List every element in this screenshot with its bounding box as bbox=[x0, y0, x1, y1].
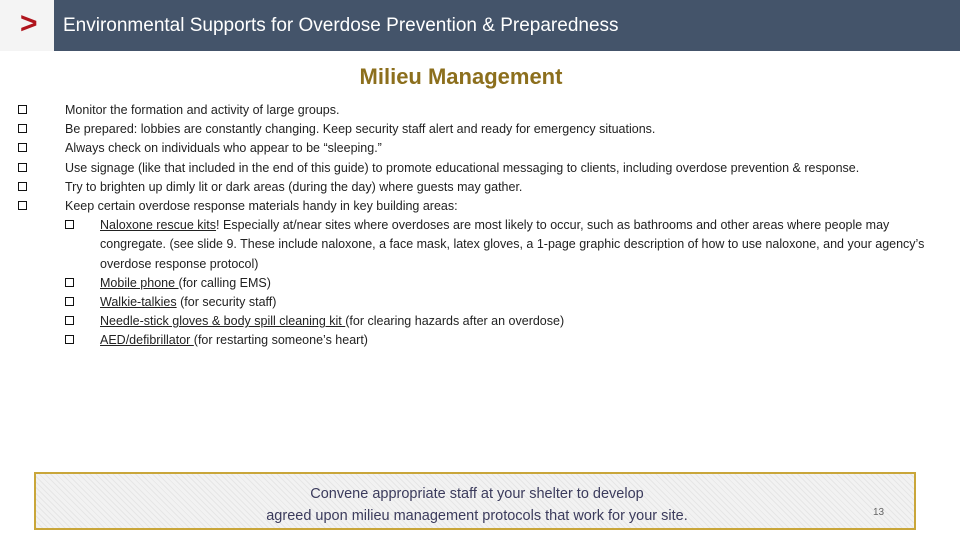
sub-bullet-term: Naloxone rescue kits bbox=[100, 218, 217, 233]
sub-bullet-text: (for clearing hazards after an overdose) bbox=[345, 314, 565, 329]
sub-bullet-text: (for security staff) bbox=[176, 295, 277, 310]
bullet-item bbox=[18, 178, 948, 197]
bullet-text: Keep certain overdose response materials handy in key building areas: bbox=[65, 199, 458, 214]
header-title: Environmental Supports for Overdose Prevention & Preparedness bbox=[63, 15, 619, 36]
sub-bullet-term: Walkie-talkies bbox=[100, 295, 177, 310]
sub-bullet-item bbox=[65, 312, 948, 331]
checkbox-bullet-icon bbox=[18, 143, 27, 152]
sub-bullet-term: AED/defibrillator bbox=[100, 333, 194, 348]
checkbox-bullet-icon bbox=[18, 163, 27, 172]
sub-bullet-item bbox=[65, 293, 948, 312]
callout-box bbox=[34, 472, 916, 530]
checkbox-bullet-icon bbox=[18, 201, 27, 210]
page-number: 13 bbox=[873, 507, 885, 518]
sub-bullet-list bbox=[65, 216, 948, 350]
sub-bullet-item bbox=[65, 216, 948, 274]
bullet-text: Be prepared: lobbies are constantly changing. Keep security staff alert and ready for emergency situations. bbox=[65, 122, 656, 137]
bullet-text: Always check on individuals who appear to be “sleeping.” bbox=[65, 141, 382, 156]
checkbox-bullet-icon bbox=[65, 220, 74, 229]
bullet-item bbox=[18, 159, 948, 178]
bullet-text: Monitor the formation and activity of large groups. bbox=[65, 103, 340, 117]
checkbox-bullet-icon bbox=[65, 316, 74, 325]
checkbox-bullet-icon bbox=[65, 278, 74, 287]
checkbox-bullet-icon bbox=[18, 124, 27, 133]
bullet-item bbox=[18, 101, 948, 120]
bullet-item bbox=[18, 139, 948, 158]
callout-line-1: Convene appropriate staff at your shelter to develop bbox=[310, 486, 644, 502]
sub-bullet-item bbox=[65, 331, 948, 350]
sub-bullet-text: ! Especially at/near sites where overdoses are most likely to occur, such as bathrooms and other areas where people may congregate. (see slide 9. These include naloxone, a face mask, latex gloves, a 1-page graphic description of how to use naloxone, and your agency’s overdose response protocol) bbox=[100, 218, 925, 271]
header-bar bbox=[0, 0, 960, 51]
chevron-box bbox=[0, 0, 54, 51]
checkbox-bullet-icon bbox=[18, 105, 27, 114]
bullet-text: Use signage (like that included in the end of this guide) to promote educational messaging to clients, including overdose prevention & response. bbox=[65, 160, 860, 175]
callout-line-2: agreed upon milieu management protocols that work for your site. bbox=[266, 508, 688, 524]
checkbox-bullet-icon bbox=[65, 297, 74, 306]
chevron-right-icon: > bbox=[20, 7, 38, 40]
sub-bullet-term: Needle-stick gloves & body spill cleaning kit bbox=[100, 314, 346, 329]
bullet-item bbox=[18, 197, 948, 351]
bullet-text: Try to brighten up dimly lit or dark areas (during the day) where guests may gather. bbox=[65, 179, 523, 194]
sub-bullet-text: (for calling EMS) bbox=[178, 275, 271, 290]
bullet-item bbox=[18, 120, 948, 139]
bullet-list bbox=[18, 101, 948, 351]
sub-bullet-term: Mobile phone bbox=[100, 275, 179, 290]
sub-bullet-text: (for restarting someone’s heart) bbox=[193, 333, 368, 348]
checkbox-bullet-icon bbox=[18, 182, 27, 191]
callout-text bbox=[36, 483, 918, 527]
sub-bullet-item bbox=[65, 274, 948, 293]
slide-title: Milieu Management bbox=[359, 64, 563, 89]
checkbox-bullet-icon bbox=[65, 335, 74, 344]
